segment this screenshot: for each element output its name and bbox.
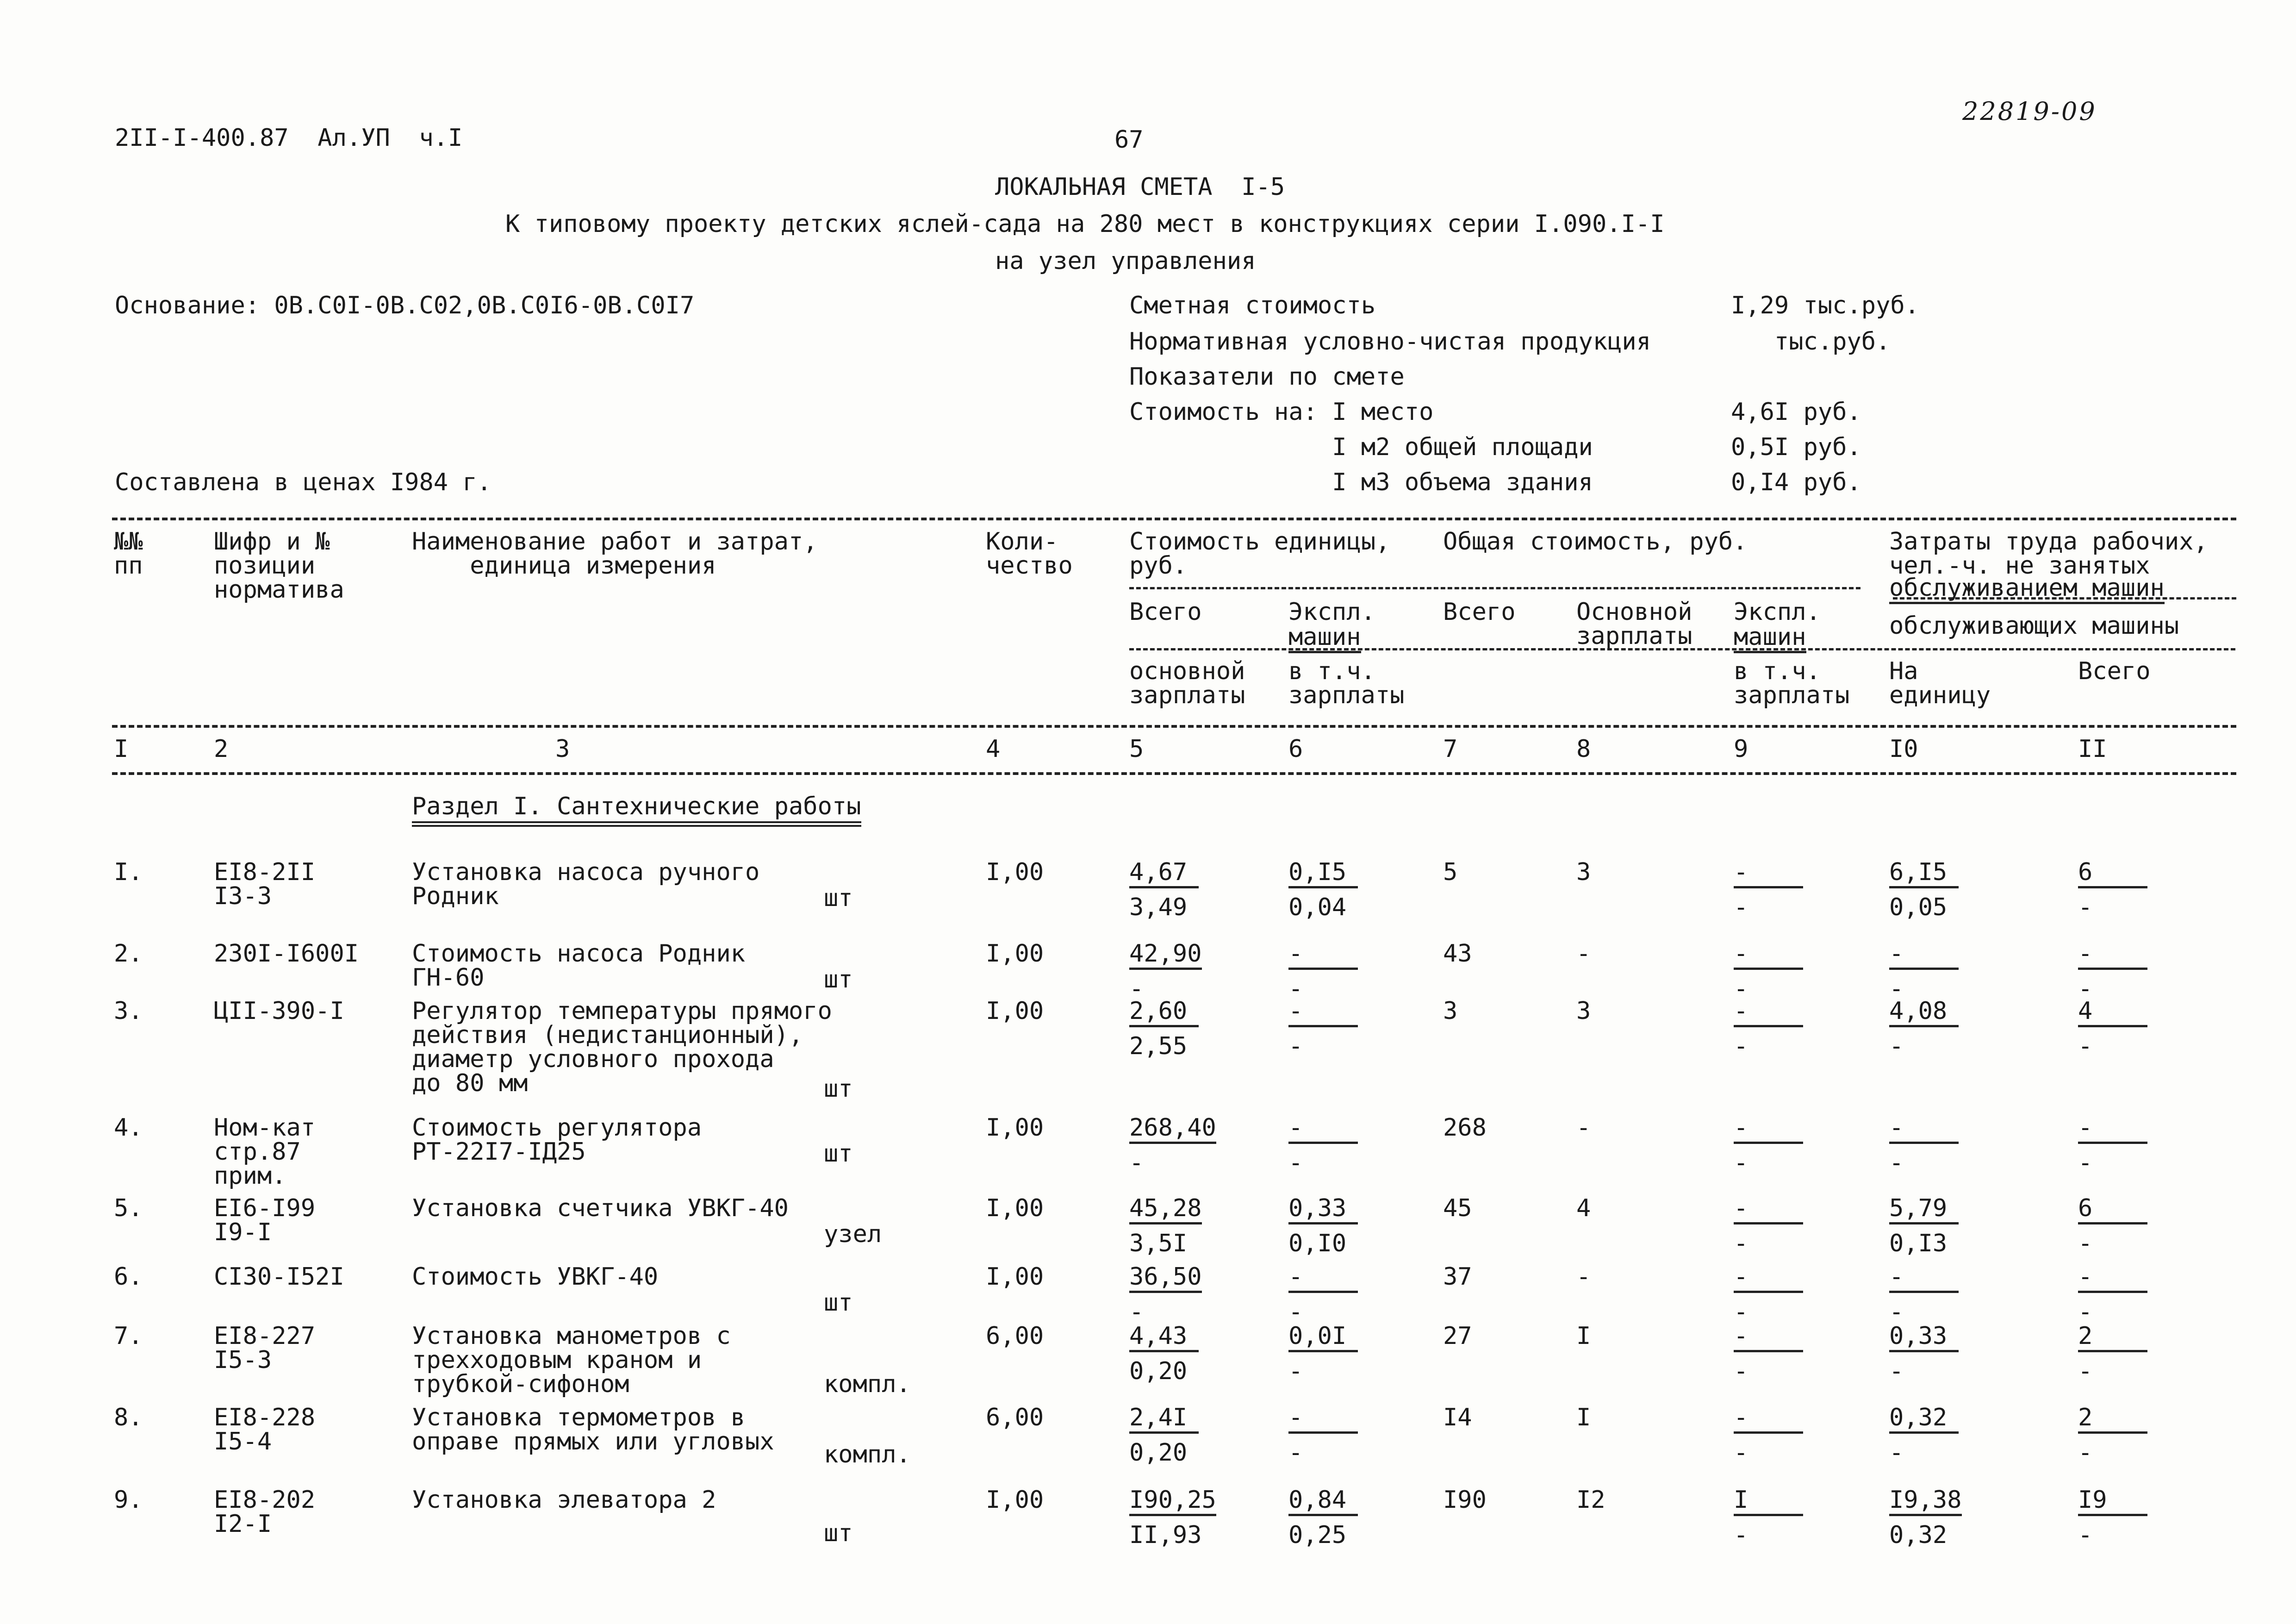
column-number: 6 bbox=[1288, 735, 1303, 763]
labor-total-value: - bbox=[2078, 1116, 2147, 1144]
labor-total-machines: - bbox=[2078, 893, 2093, 921]
header-rule-bottom bbox=[112, 772, 2236, 775]
row-unit: узел bbox=[824, 1220, 882, 1248]
unit-cost-total bbox=[1129, 1196, 1202, 1224]
unit-machine-cost bbox=[1288, 999, 1358, 1027]
labor-total-machines: - bbox=[2078, 1521, 2093, 1549]
unit-cost-total-value: 45,28 bbox=[1129, 1196, 1202, 1224]
unit-cost-wages: II,93 bbox=[1129, 1521, 1202, 1549]
section-title-wrap bbox=[412, 794, 861, 827]
total-wages: 3 bbox=[1576, 858, 1591, 886]
total-machine-cost bbox=[1734, 1488, 1803, 1516]
labor-per-unit-value: - bbox=[1889, 1265, 1959, 1293]
total-wages: I bbox=[1576, 1322, 1591, 1350]
total-machine-cost bbox=[1734, 860, 1803, 888]
unit-machine-wages: 0,I0 bbox=[1288, 1230, 1347, 1257]
labor-total bbox=[2078, 942, 2147, 970]
unit-cost-total bbox=[1129, 1488, 1216, 1516]
header-c6u: машин bbox=[1288, 625, 1361, 653]
unit-machine-cost-value: - bbox=[1288, 942, 1358, 970]
unit-machine-wages: - bbox=[1288, 1357, 1303, 1385]
total-cost: 3 bbox=[1443, 997, 1458, 1025]
summary-label: Нормативная условно-чистая продукция bbox=[1129, 328, 1651, 356]
header-rule-mid bbox=[112, 725, 2236, 728]
row-name: Стоимость насоса Родник ГН-60 bbox=[412, 940, 746, 992]
header-c8: Основной зарплаты bbox=[1576, 598, 1692, 650]
row-code: Ном-кат стр.87 прим. bbox=[214, 1114, 316, 1190]
handwritten-number: 22819-09 bbox=[1962, 97, 2097, 126]
unit-machine-cost-value: 0,33 bbox=[1288, 1196, 1358, 1224]
row-unit: компл. bbox=[824, 1441, 911, 1468]
labor-per-unit-machines: - bbox=[1889, 1357, 1904, 1385]
unit-machine-cost bbox=[1288, 1265, 1358, 1293]
labor-total-machines: - bbox=[2078, 975, 2093, 1003]
summary-label: Показатели по смете bbox=[1129, 363, 1405, 391]
labor-total bbox=[2078, 1324, 2147, 1352]
labor-total-machines: - bbox=[2078, 1298, 2093, 1326]
total-cost: I90 bbox=[1443, 1486, 1487, 1514]
labor-per-unit-machines: 0,32 bbox=[1889, 1521, 1948, 1549]
title-line3: на узел управления bbox=[995, 247, 1256, 275]
total-cost: 43 bbox=[1443, 940, 1472, 968]
unit-machine-cost bbox=[1288, 1196, 1358, 1224]
summary-value: 0,I4 руб. bbox=[1731, 468, 1861, 496]
row-code: EI8-228 I5-4 bbox=[214, 1404, 316, 1455]
unit-machine-cost-value: 0,I5 bbox=[1288, 860, 1358, 888]
row-number: 8. bbox=[114, 1404, 143, 1431]
unit-machine-cost-value: - bbox=[1288, 1265, 1358, 1293]
row-code: EI6-I99 I9-I bbox=[214, 1194, 316, 1246]
unit-cost-total-value: I90,25 bbox=[1129, 1488, 1216, 1516]
unit-cost-total bbox=[1129, 999, 1199, 1027]
unit-machine-cost bbox=[1288, 942, 1358, 970]
summary-label: I м3 объема здания bbox=[1129, 468, 1593, 496]
total-machine-cost bbox=[1734, 1405, 1803, 1434]
unit-machine-cost-value: - bbox=[1288, 999, 1358, 1027]
total-wages: - bbox=[1576, 940, 1591, 968]
labor-per-unit bbox=[1889, 942, 1959, 970]
unit-machine-cost-value: - bbox=[1288, 1116, 1358, 1144]
labor-total-machines: - bbox=[2078, 1439, 2093, 1467]
unit-cost-wages: 0,20 bbox=[1129, 1439, 1188, 1467]
unit-machine-cost bbox=[1288, 1116, 1358, 1144]
header-c9u-wrap bbox=[1734, 625, 1806, 653]
header-col3: Наименование работ и затрат, единица измерения bbox=[412, 528, 818, 580]
total-wages: I2 bbox=[1576, 1486, 1605, 1514]
row-quantity: I,00 bbox=[986, 997, 1044, 1025]
row-unit: шт bbox=[824, 884, 853, 912]
labor-total-value: 4 bbox=[2078, 999, 2147, 1027]
labor-total-machines: - bbox=[2078, 1357, 2093, 1385]
row-code: ЦII-390-I bbox=[214, 997, 344, 1025]
labor-per-unit-machines: - bbox=[1889, 1298, 1904, 1326]
header-c10: На единицу bbox=[1889, 657, 1991, 709]
unit-cost-total-value: 42,90 bbox=[1129, 942, 1202, 970]
compiled-text: Составлена в ценах I984 г. bbox=[115, 468, 492, 496]
total-machine-cost-value: - bbox=[1734, 1116, 1803, 1144]
header-c6b: в т.ч. зарплаты bbox=[1288, 657, 1405, 709]
labor-per-unit-value: 0,32 bbox=[1889, 1405, 1959, 1434]
total-wages: 3 bbox=[1576, 997, 1591, 1025]
unit-machine-cost-value: 0,0I bbox=[1288, 1324, 1358, 1352]
total-machine-wages: - bbox=[1734, 1521, 1748, 1549]
column-number: 9 bbox=[1734, 735, 1748, 763]
basis-text: Основание: 0В.С0I-0В.С02,0В.С0I6-0В.С0I7 bbox=[115, 292, 695, 319]
row-quantity: I,00 bbox=[986, 858, 1044, 886]
unit-cost-wages: - bbox=[1129, 1298, 1144, 1326]
row-quantity: 6,00 bbox=[986, 1404, 1044, 1431]
unit-cost-total bbox=[1129, 1324, 1199, 1352]
total-machine-cost-value: - bbox=[1734, 999, 1803, 1027]
row-code: EI8-2II I3-3 bbox=[214, 858, 316, 910]
header-col1: №№ пп bbox=[114, 528, 143, 580]
labor-total-machines: - bbox=[2078, 1149, 2093, 1177]
row-unit: компл. bbox=[824, 1370, 911, 1398]
title-line1: ЛОКАЛЬНАЯ СМЕТА I-5 bbox=[995, 173, 1285, 201]
total-machine-wages: - bbox=[1734, 975, 1748, 1003]
total-wages: 4 bbox=[1576, 1194, 1591, 1222]
header-rule-top bbox=[112, 518, 2236, 520]
labor-total-value: - bbox=[2078, 942, 2147, 970]
unit-cost-total-value: 4,43 bbox=[1129, 1324, 1199, 1352]
total-machine-wages: - bbox=[1734, 1439, 1748, 1467]
column-number: 5 bbox=[1129, 735, 1144, 763]
unit-machine-wages: - bbox=[1288, 1298, 1303, 1326]
total-machine-wages: - bbox=[1734, 1357, 1748, 1385]
total-machine-wages: - bbox=[1734, 1230, 1748, 1257]
total-cost: 268 bbox=[1443, 1114, 1487, 1142]
summary-label: I м2 общей площади bbox=[1129, 433, 1593, 461]
unit-machine-cost bbox=[1288, 1324, 1358, 1352]
total-machine-cost-value: I bbox=[1734, 1488, 1803, 1516]
unit-cost-subrule bbox=[1129, 587, 1860, 589]
unit-machine-cost bbox=[1288, 1405, 1358, 1434]
total-machine-cost-value: - bbox=[1734, 1324, 1803, 1352]
labor-per-unit-value: 6,I5 bbox=[1889, 860, 1959, 888]
row-code: 230I-I600I bbox=[214, 940, 359, 968]
labor-total bbox=[2078, 1265, 2147, 1293]
column-number: 4 bbox=[986, 735, 1001, 763]
unit-cost-wages: 0,20 bbox=[1129, 1357, 1188, 1385]
total-machine-cost-value: - bbox=[1734, 1196, 1803, 1224]
row-unit: шт bbox=[824, 1075, 853, 1103]
summary-value: 4,6I руб. bbox=[1731, 398, 1861, 426]
summary-value: I,29 тыс.руб. bbox=[1731, 292, 1919, 319]
column-number: 2 bbox=[214, 735, 229, 763]
labor-per-unit bbox=[1889, 999, 1959, 1027]
column-number: 7 bbox=[1443, 735, 1458, 763]
header-c9a: Экспл. bbox=[1734, 598, 1821, 626]
row-quantity: I,00 bbox=[986, 1486, 1044, 1514]
total-machine-cost bbox=[1734, 999, 1803, 1027]
row-number: 5. bbox=[114, 1194, 143, 1222]
row-name: Установка счетчика УВКГ-40 bbox=[412, 1194, 789, 1222]
labor-per-unit bbox=[1889, 860, 1959, 888]
page-number: 67 bbox=[1114, 126, 1144, 154]
row-name: Стоимость УВКГ-40 bbox=[412, 1263, 659, 1291]
labor-per-unit bbox=[1889, 1196, 1959, 1224]
row-name: Установка термометров в оправе прямых или угловых bbox=[412, 1404, 774, 1455]
labor-total bbox=[2078, 1196, 2147, 1224]
labor-per-unit-value: 5,79 bbox=[1889, 1196, 1959, 1224]
labor-total bbox=[2078, 860, 2147, 888]
labor-per-unit bbox=[1889, 1324, 1959, 1352]
total-machine-cost bbox=[1734, 1116, 1803, 1144]
summary-label: Сметная стоимость bbox=[1129, 292, 1376, 319]
unit-machine-wages: 0,25 bbox=[1288, 1521, 1347, 1549]
total-cost: 5 bbox=[1443, 858, 1458, 886]
header-labor: Затраты труда рабочих, чел.-ч. не занятых bbox=[1889, 528, 2208, 580]
labor-per-unit-machines: - bbox=[1889, 1439, 1904, 1467]
column-number: I0 bbox=[1889, 735, 1918, 763]
total-machine-wages: - bbox=[1734, 1149, 1748, 1177]
row-number: 4. bbox=[114, 1114, 143, 1142]
section-title: Раздел I. Сантехнические работы bbox=[412, 794, 861, 827]
unit-cost-wages: 3,49 bbox=[1129, 893, 1188, 921]
labor-total-value: I9 bbox=[2078, 1488, 2147, 1516]
unit-machine-cost-value: - bbox=[1288, 1405, 1358, 1434]
header-c5a: Всего bbox=[1129, 598, 1202, 626]
labor-total-value: 2 bbox=[2078, 1324, 2147, 1352]
header-col4: Коли- чество bbox=[986, 528, 1073, 580]
unit-machine-wages: - bbox=[1288, 975, 1303, 1003]
header-labor-u: обслуживанием машин bbox=[1889, 576, 2165, 604]
header-c11: Всего bbox=[2078, 657, 2151, 685]
labor-total bbox=[2078, 1488, 2147, 1516]
row-name: Установка манометров с трехходовым краном и трубкой-сифоном bbox=[412, 1322, 731, 1398]
row-quantity: I,00 bbox=[986, 940, 1044, 968]
row-code: CI30-I52I bbox=[214, 1263, 344, 1291]
header-labor-underlined bbox=[1889, 576, 2165, 604]
labor-total bbox=[2078, 1405, 2147, 1434]
total-cost: 37 bbox=[1443, 1263, 1472, 1291]
unit-cost-total bbox=[1129, 942, 1202, 970]
unit-machine-wages: - bbox=[1288, 1439, 1303, 1467]
header-col2: Шифр и № позиции норматива bbox=[214, 528, 344, 604]
labor-per-unit bbox=[1889, 1405, 1959, 1434]
total-cost: I4 bbox=[1443, 1404, 1472, 1431]
row-number: 6. bbox=[114, 1263, 143, 1291]
unit-cost-total-value: 2,4I bbox=[1129, 1405, 1199, 1434]
total-machine-cost bbox=[1734, 942, 1803, 970]
labor-per-unit-machines: - bbox=[1889, 1032, 1904, 1060]
row-number: 3. bbox=[114, 997, 143, 1025]
labor-per-unit bbox=[1889, 1265, 1959, 1293]
labor-total-value: - bbox=[2078, 1265, 2147, 1293]
row-code: EI8-227 I5-3 bbox=[214, 1322, 316, 1374]
unit-cost-total-value: 2,60 bbox=[1129, 999, 1199, 1027]
row-unit: шт bbox=[824, 966, 853, 993]
row-unit: шт bbox=[824, 1519, 853, 1547]
row-name: Регулятор температуры прямого действия (недистанционный), диаметр условного прохода до 80 мм bbox=[412, 997, 832, 1097]
total-machine-cost-value: - bbox=[1734, 860, 1803, 888]
labor-per-unit-value: 4,08 bbox=[1889, 999, 1959, 1027]
unit-cost-total-value: 4,67 bbox=[1129, 860, 1199, 888]
total-wages: I bbox=[1576, 1404, 1591, 1431]
total-machine-wages: - bbox=[1734, 893, 1748, 921]
labor-per-unit-value: 0,33 bbox=[1889, 1324, 1959, 1352]
unit-machine-wages: - bbox=[1288, 1149, 1303, 1177]
total-wages: - bbox=[1576, 1263, 1591, 1291]
title-line2: К типовому проекту детских яслей-сада на 280 мест в конструкциях серии I.090.I-I bbox=[505, 210, 1665, 238]
column-number: I bbox=[114, 735, 129, 763]
row-number: 2. bbox=[114, 940, 143, 968]
labor-per-unit bbox=[1889, 1488, 1962, 1516]
labor-total-value: 6 bbox=[2078, 860, 2147, 888]
labor-total bbox=[2078, 1116, 2147, 1144]
unit-cost-total bbox=[1129, 1405, 1199, 1434]
unit-machine-wages: - bbox=[1288, 1032, 1303, 1060]
unit-cost-total bbox=[1129, 860, 1199, 888]
total-wages: - bbox=[1576, 1114, 1591, 1142]
row-number: I. bbox=[114, 858, 143, 886]
column-number: 3 bbox=[555, 735, 570, 763]
total-cost: 27 bbox=[1443, 1322, 1472, 1350]
labor-total-machines: - bbox=[2078, 1230, 2093, 1257]
summary-label: Стоимость на: I место bbox=[1129, 398, 1434, 426]
labor-total-value: 6 bbox=[2078, 1196, 2147, 1224]
row-number: 9. bbox=[114, 1486, 143, 1514]
unit-cost-wages: - bbox=[1129, 1149, 1144, 1177]
header-c6a: Экспл. bbox=[1288, 598, 1375, 626]
header-c6u-wrap bbox=[1288, 625, 1361, 653]
row-quantity: 6,00 bbox=[986, 1322, 1044, 1350]
header-unit-cost: Стоимость единицы, руб. bbox=[1129, 528, 1390, 580]
labor-per-unit bbox=[1889, 1116, 1959, 1144]
header-c7: Всего bbox=[1443, 598, 1516, 626]
labor-per-unit-machines: 0,I3 bbox=[1889, 1230, 1948, 1257]
total-machine-wages: - bbox=[1734, 1032, 1748, 1060]
labor-per-unit-value: - bbox=[1889, 942, 1959, 970]
row-quantity: I,00 bbox=[986, 1263, 1044, 1291]
row-name: Установка насоса ручного Родник bbox=[412, 858, 760, 910]
total-machine-cost-value: - bbox=[1734, 942, 1803, 970]
row-unit: шт bbox=[824, 1289, 853, 1317]
header-c9b: в т.ч. зарплаты bbox=[1734, 657, 1850, 709]
unit-machine-cost bbox=[1288, 1488, 1358, 1516]
unit-machine-wages: 0,04 bbox=[1288, 893, 1347, 921]
column-number: 8 bbox=[1576, 735, 1591, 763]
unit-cost-total bbox=[1129, 1265, 1202, 1293]
labor-total-machines: - bbox=[2078, 1032, 2093, 1060]
labor-per-unit-machines: 0,05 bbox=[1889, 893, 1948, 921]
unit-machine-cost-value: 0,84 bbox=[1288, 1488, 1358, 1516]
unit-cost-total bbox=[1129, 1116, 1216, 1144]
unit-cost-wages: 3,5I bbox=[1129, 1230, 1188, 1257]
total-machine-cost bbox=[1734, 1196, 1803, 1224]
row-code: EI8-202 I2-I bbox=[214, 1486, 316, 1538]
row-quantity: I,00 bbox=[986, 1194, 1044, 1222]
row-unit: шт bbox=[824, 1140, 853, 1168]
total-cost: 45 bbox=[1443, 1194, 1472, 1222]
summary-value: 0,5I руб. bbox=[1731, 433, 1861, 461]
document-code: 2II-I-400.87 Ал.УП ч.I bbox=[115, 124, 463, 152]
header-labor2: обслуживающих машины bbox=[1889, 612, 2179, 640]
total-machine-cost-value: - bbox=[1734, 1405, 1803, 1434]
labor-per-unit-value: I9,38 bbox=[1889, 1488, 1962, 1516]
labor-per-unit-machines: - bbox=[1889, 1149, 1904, 1177]
labor-per-unit-value: - bbox=[1889, 1116, 1959, 1144]
row-quantity: I,00 bbox=[986, 1114, 1044, 1142]
labor-total bbox=[2078, 999, 2147, 1027]
total-machine-cost-value: - bbox=[1734, 1265, 1803, 1293]
unit-cost-total-value: 36,50 bbox=[1129, 1265, 1202, 1293]
unit-cost-total-value: 268,40 bbox=[1129, 1116, 1216, 1144]
row-name: Стоимость регулятора РТ-22I7-IД25 bbox=[412, 1114, 702, 1166]
header-total-cost: Общая стоимость, руб. bbox=[1443, 528, 1748, 556]
column-number: II bbox=[2078, 735, 2107, 763]
row-number: 7. bbox=[114, 1322, 143, 1350]
header-c9u: машин bbox=[1734, 625, 1806, 653]
unit-machine-cost bbox=[1288, 860, 1358, 888]
total-machine-cost bbox=[1734, 1265, 1803, 1293]
labor-total-value: 2 bbox=[2078, 1405, 2147, 1434]
row-name: Установка элеватора 2 bbox=[412, 1486, 716, 1514]
unit-cost-wages: 2,55 bbox=[1129, 1032, 1188, 1060]
labor-per-unit-machines: - bbox=[1889, 975, 1904, 1003]
total-machine-cost bbox=[1734, 1324, 1803, 1352]
summary-value: тыс.руб. bbox=[1731, 328, 1891, 356]
total-machine-wages: - bbox=[1734, 1298, 1748, 1326]
unit-cost-wages: - bbox=[1129, 975, 1144, 1003]
header-c5b: основной зарплаты bbox=[1129, 657, 1245, 709]
